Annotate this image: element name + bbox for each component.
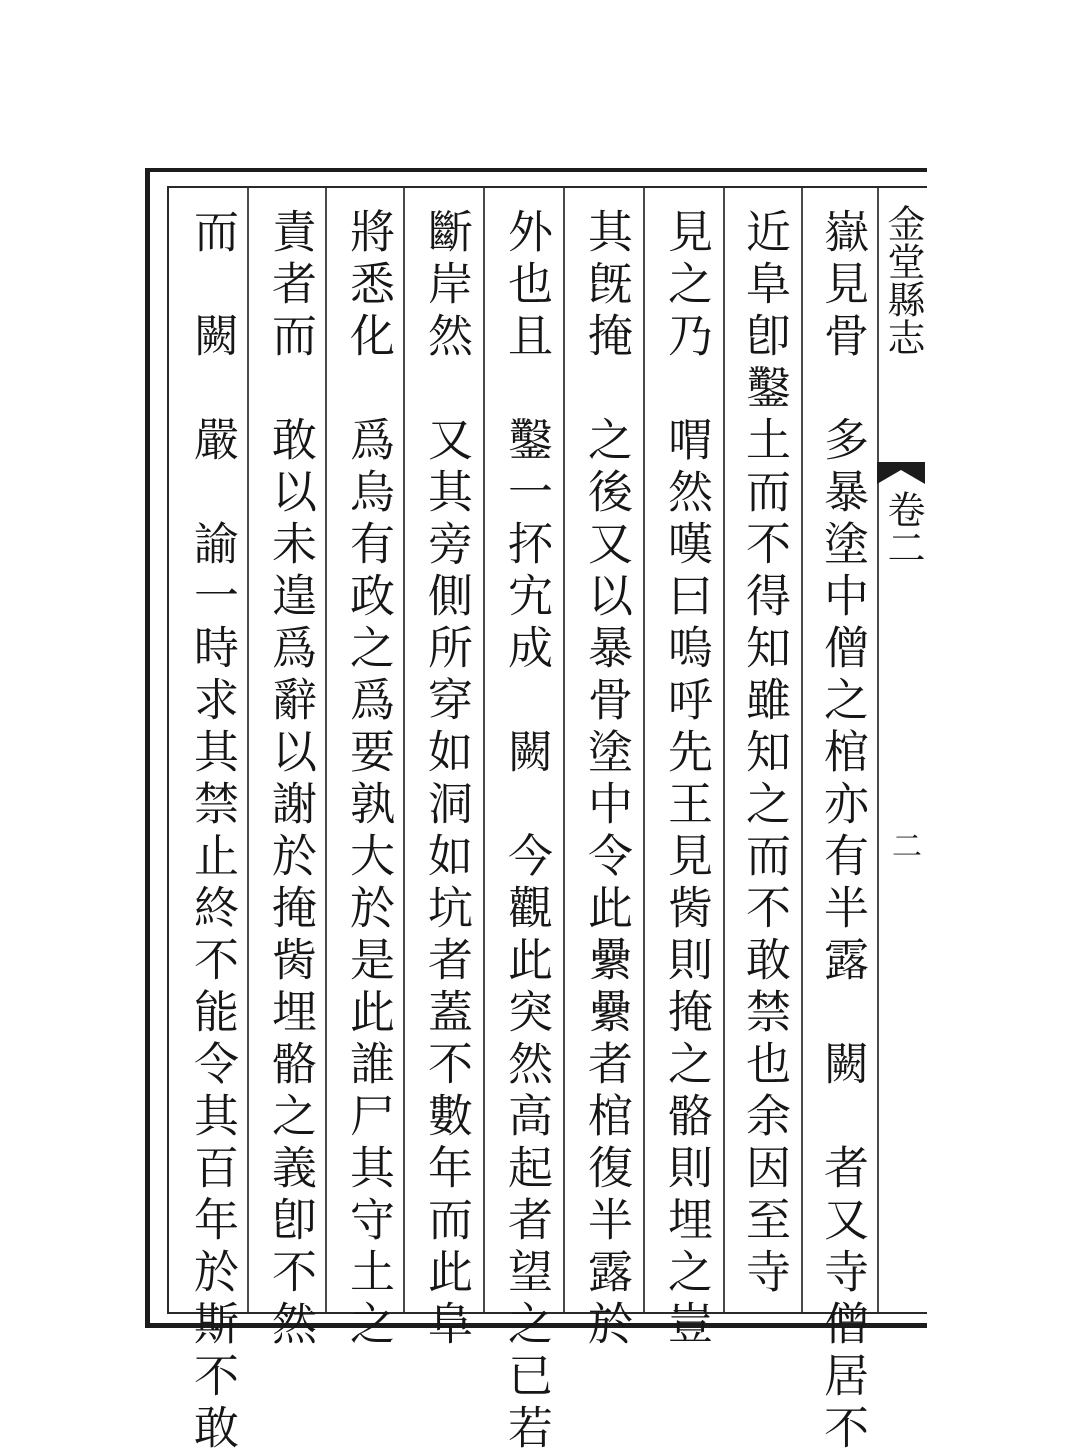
page-number: 二 — [886, 830, 921, 860]
column-rule — [801, 188, 803, 1312]
book-title: 金堂縣志 — [881, 204, 925, 356]
text-column-6: 斷岸然 又其旁側所穿如洞如坑者蓋不數年而此阜 — [420, 208, 473, 1352]
text-column-4: 其旣掩 之後又以暴骨塗中令此纍纍者棺復半露於 — [580, 208, 633, 1352]
column-rule — [643, 188, 645, 1312]
book-margin — [877, 190, 927, 1310]
text-column-9: 而 闕 嚴 諭一時求其禁止終不能令其百年於斯不敢 — [186, 208, 239, 1456]
text-column-7: 將悉化 爲烏有政之爲要孰大於是此誰尸其守土之 — [342, 208, 395, 1352]
volume-label: 卷二 — [881, 490, 925, 566]
column-rule — [247, 188, 249, 1312]
text-column-5: 外也且 鑿一抔宄成 闕 今觀此突然高起者望之已若 — [500, 208, 553, 1456]
column-rule — [403, 188, 405, 1312]
column-rule — [483, 188, 485, 1312]
text-column-2: 近阜卽鑿土而不得知雖知之而不敢禁也余因至寺 — [738, 208, 791, 1300]
text-column-8: 責者而 敢以未遑爲辭以謝於掩胔埋骼之義卽不然 — [264, 208, 317, 1352]
column-rule — [563, 188, 565, 1312]
text-column-1: 嶽見骨 多暴塗中僧之棺亦有半露 闕 者又寺僧居不 — [816, 208, 869, 1456]
text-column-3: 見之乃 喟然嘆曰嗚呼先王見胔則掩之骼則埋之豈 — [660, 208, 713, 1352]
book-page — [145, 168, 927, 1456]
column-rule — [723, 188, 725, 1312]
fish-tail-mark — [877, 462, 925, 484]
column-rule — [325, 188, 327, 1312]
